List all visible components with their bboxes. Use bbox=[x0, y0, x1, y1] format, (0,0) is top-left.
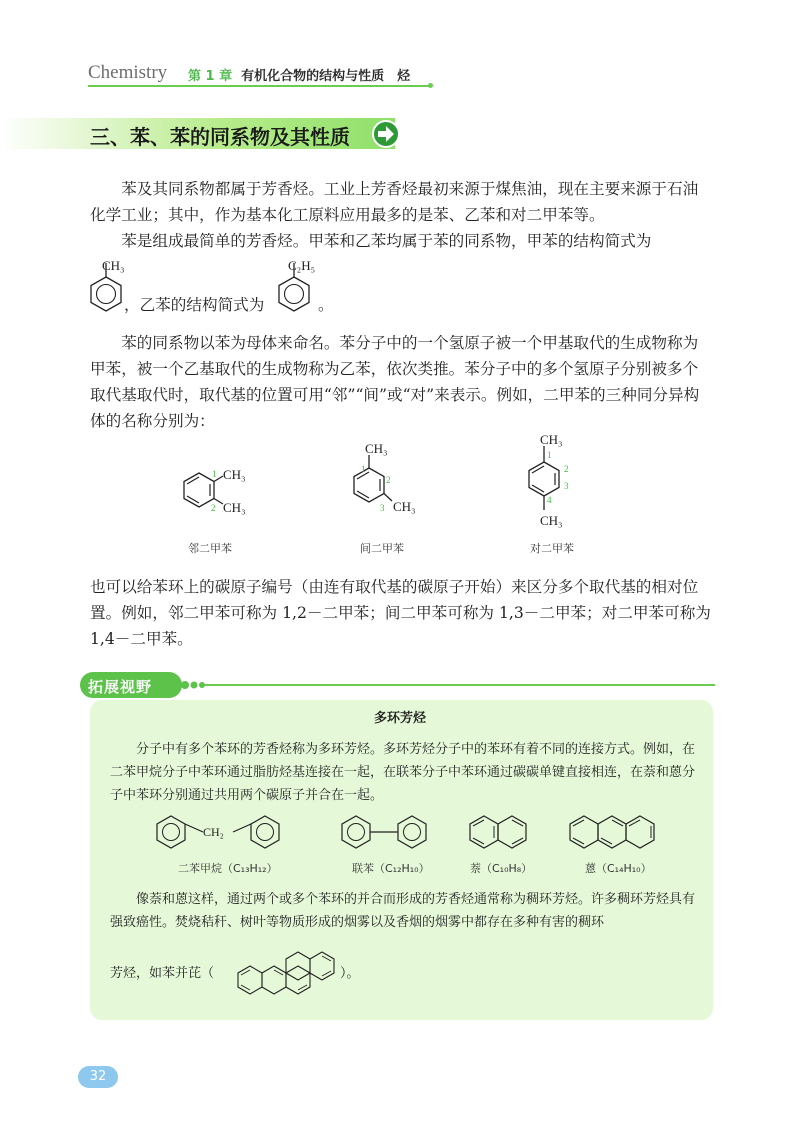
ortho-methyl-bottom: CH₃ bbox=[223, 500, 246, 515]
extension-paragraph-1: 分子中有多个苯环的芳香烃称为多环芳烃。多环芳烃分子中的苯环有着不同的连接方式。例如，在二苯甲烷分子中苯环通过脂肪烃基连接在一起，在联苯分子中苯环通过碳碳单键直接相连，在萘和蒽分子中苯环分别通过共用两个碳原子并合在一起。 bbox=[110, 742, 696, 803]
extension-paragraph-2: 像萘和蒽这样，通过两个或多个苯环的并合而形成的芳香烃通常称为稠环芳烃。许多稠环芳烃具有强致癌性。焚烧秸秆、树叶等物质形成的烟雾以及香烟的烟雾中都存在多种有害的稠环 bbox=[110, 892, 696, 930]
caption-naphthalene: 萘（C₁₀H₈） bbox=[470, 862, 533, 875]
meta-num-1: 1 bbox=[361, 464, 366, 474]
extension-tab-label: 拓展视野 bbox=[88, 678, 153, 696]
chapter-title: 有机化合物的结构与性质 烃 bbox=[241, 69, 411, 84]
naphthalene-structure bbox=[468, 812, 538, 854]
brand-label: Chemistry bbox=[88, 62, 168, 83]
para-num-2: 2 bbox=[564, 464, 569, 474]
meta-xylene-structure bbox=[345, 438, 440, 523]
ortho-num-1: 1 bbox=[212, 469, 217, 479]
ortho-xylene-structure bbox=[175, 455, 270, 530]
para-xylene-structure bbox=[520, 426, 595, 534]
paragraph-end-mark: 。 bbox=[318, 296, 334, 314]
caption-diphenylmethane: 二苯甲烷（C₁₃H₁₂） bbox=[178, 862, 278, 875]
paragraph-ethylbenzene-label: ，乙苯的结构简式为 bbox=[124, 296, 265, 314]
caption-biphenyl: 联苯（C₁₂H₁₀） bbox=[352, 862, 430, 875]
diphenylmethane-structure bbox=[155, 812, 300, 854]
para-methyl-top: CH₃ bbox=[540, 432, 563, 447]
paragraph-naming: 苯的同系物以苯为母体来命名。苯分子中的一个氢原子被一个甲基取代的生成物称为甲苯，被一个乙基取代的生成物称为乙苯，依次类推。苯分子中的多个氢原子分别被多个取代基取代时，取代基的位置可用“邻”“间”或“对”来表示。例如，二甲苯的三种同分异构体的名称分别为： bbox=[90, 334, 700, 430]
para-num-4: 4 bbox=[547, 495, 552, 505]
section-title: 三、苯、苯的同系物及其性质 bbox=[90, 125, 350, 149]
meta-num-3: 3 bbox=[380, 503, 385, 513]
toluene-substituent: CH₃ bbox=[102, 258, 125, 273]
anthracene-structure bbox=[568, 812, 668, 854]
extension-rule bbox=[205, 684, 715, 686]
paragraph-numbering: 也可以给苯环上的碳原子编号（由连有取代基的碳原子开始）来区分多个取代基的相对位置。例如，邻二甲苯可称为 1,2－二甲苯；间二甲苯可称为 1,3－二甲苯；对二甲苯可称为 1,4－二甲苯。 bbox=[90, 578, 711, 648]
para-num-1: 1 bbox=[547, 450, 552, 460]
caption-anthracene: 蒽（C₁₄H₁₀） bbox=[585, 862, 652, 875]
paragraph-toluene: 苯是组成最简单的芳香烃。甲苯和乙苯均属于苯的同系物，甲苯的结构简式为 bbox=[121, 232, 652, 250]
caption-ortho-xylene: 邻二甲苯 bbox=[188, 542, 232, 555]
ortho-methyl-top: CH₃ bbox=[223, 467, 246, 482]
caption-para-xylene: 对二甲苯 bbox=[530, 542, 574, 555]
page-number: 32 bbox=[78, 1066, 118, 1088]
chapter-label bbox=[188, 65, 410, 84]
arrow-right-icon bbox=[371, 120, 401, 148]
header-rule bbox=[88, 85, 430, 87]
extension-paragraph-3-start: 芳烃，如苯并芘（ bbox=[110, 966, 215, 981]
extension-heading: 多环芳烃 bbox=[373, 711, 426, 726]
paragraph-intro: 苯及其同系物都属于芳香烃。工业上芳香烃最初来源于煤焦油，现在主要来源于石油化学工业；其中，作为基本化工原料应用最多的是苯、乙苯和对二甲苯等。 bbox=[90, 180, 699, 224]
para-methyl-bottom: CH₃ bbox=[540, 513, 563, 528]
running-header bbox=[88, 62, 428, 86]
extension-paragraph-3-end: ）。 bbox=[340, 966, 360, 981]
chapter-number: 第 1 章 bbox=[188, 69, 233, 84]
caption-meta-xylene: 间二甲苯 bbox=[360, 542, 404, 555]
meta-methyl-top: CH₃ bbox=[365, 441, 388, 456]
biphenyl-structure bbox=[338, 812, 438, 854]
meta-methyl-bottom: CH₃ bbox=[393, 499, 416, 514]
para-num-3: 3 bbox=[564, 481, 569, 491]
diphenylmethane-ch2: CH₂ bbox=[203, 825, 224, 839]
benzopyrene-structure bbox=[228, 940, 340, 1006]
ortho-num-2: 2 bbox=[211, 503, 216, 513]
ethylbenzene-substituent: C₂H₅ bbox=[288, 258, 316, 273]
header-dot bbox=[428, 83, 433, 88]
meta-num-2: 2 bbox=[386, 475, 391, 485]
